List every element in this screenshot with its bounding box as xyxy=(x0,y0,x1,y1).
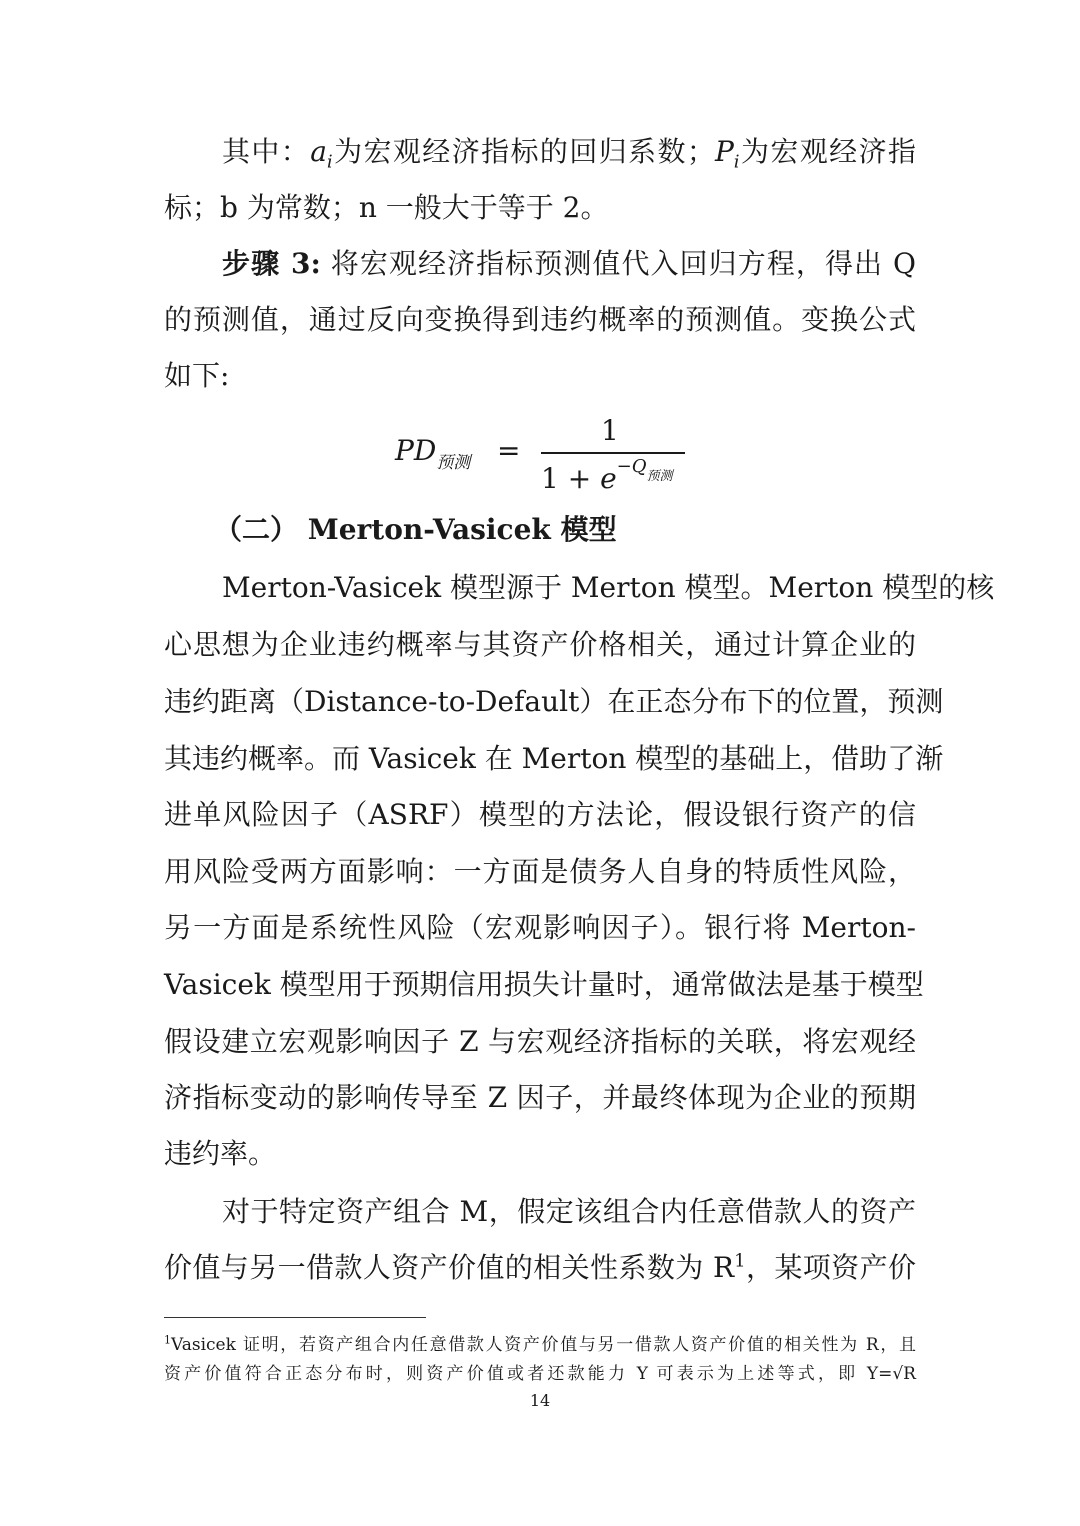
para2-line: 违约距离（Distance-to-Default）在正态分布下的位置，预测 xyxy=(164,685,944,718)
para2-line: 另一方面是系统性风险（宏观影响因子）。银行将 Merton- xyxy=(164,911,916,944)
footnote-ref[interactable]: 1 xyxy=(734,1250,746,1272)
para2-line: Vasicek 模型用于预期信用损失计量时，通常做法是基于模型 xyxy=(164,968,924,1001)
section-heading: （二） Merton-Vasicek 模型 xyxy=(214,513,617,546)
step3-line2: 的预测值，通过反向变换得到违约概率的预测值。变换公式 xyxy=(164,303,916,336)
footnote-divider xyxy=(164,1317,426,1318)
text: 将宏观经济指标预测值代入回归方程，得出 Q xyxy=(330,247,917,280)
formula-equals: = xyxy=(497,434,521,467)
text: ，某项资产价 xyxy=(745,1251,916,1284)
para2-line: 其违约概率。而 Vasicek 在 Merton 模型的基础上，借助了渐 xyxy=(164,742,944,775)
formula-numerator: 1 xyxy=(601,414,619,447)
formula-denominator: $1 + e^{-Q预测}$ xyxy=(541,456,673,495)
text: 其中： xyxy=(222,135,311,168)
symbol-p: $P_i$ xyxy=(714,135,740,173)
symbol-a: $a_i$ xyxy=(310,135,333,173)
text: Vasicek 证明，若资产组合内任意借款人资产价值与另一借款人资产价值的相关性为 R，且 xyxy=(171,1335,916,1355)
footnote-line2: 资产价值符合正态分布时，则资产价值或者还款能力 Y 可表示为上述等式，即 Y=√R xyxy=(164,1364,916,1384)
footnote-marker: 1 xyxy=(164,1333,171,1347)
step3-label: 步骤 3: xyxy=(222,247,321,280)
step3-line1 xyxy=(222,246,916,282)
para2-line: 用风险受两方面影响：一方面是债务人自身的特质性风险， xyxy=(164,855,916,888)
para2-line: Merton-Vasicek 模型源于 Merton 模型。Merton 模型的核 xyxy=(222,571,995,604)
para2-line: 济指标变动的影响传导至 Z 因子，并最终体现为企业的预期 xyxy=(164,1081,916,1114)
text: 价值与另一借款人资产价值的相关性系数为 R xyxy=(164,1251,735,1284)
step3-line3: 如下: xyxy=(164,359,230,392)
para3-line1: 对于特定资产组合 M，假定该组合内任意借款人的资产 xyxy=(222,1195,916,1228)
para2-line: 假设建立宏观影响因子 Z 与宏观经济指标的关联，将宏观经 xyxy=(164,1025,916,1058)
formula-lhs: $PD_{预测}$ xyxy=(395,434,471,473)
fraction-bar xyxy=(541,452,685,454)
text: 为宏观经济指 xyxy=(739,135,916,168)
para3-line2 xyxy=(164,1250,916,1286)
para1-line1 xyxy=(222,134,916,173)
footnote-line1 xyxy=(164,1333,916,1357)
para2-line: 进单风险因子（ASRF）模型的方法论，假设银行资产的信 xyxy=(164,798,916,831)
page-number: 14 xyxy=(529,1391,551,1410)
para1-line2: 标；b 为常数；n 一般大于等于 2。 xyxy=(164,191,609,224)
text: 为宏观经济指标的回归系数； xyxy=(332,135,715,168)
pd-formula xyxy=(395,414,715,498)
para2-line: 心思想为企业违约概率与其资产价格相关，通过计算企业的 xyxy=(164,628,916,661)
para2-line: 违约率。 xyxy=(164,1137,277,1170)
